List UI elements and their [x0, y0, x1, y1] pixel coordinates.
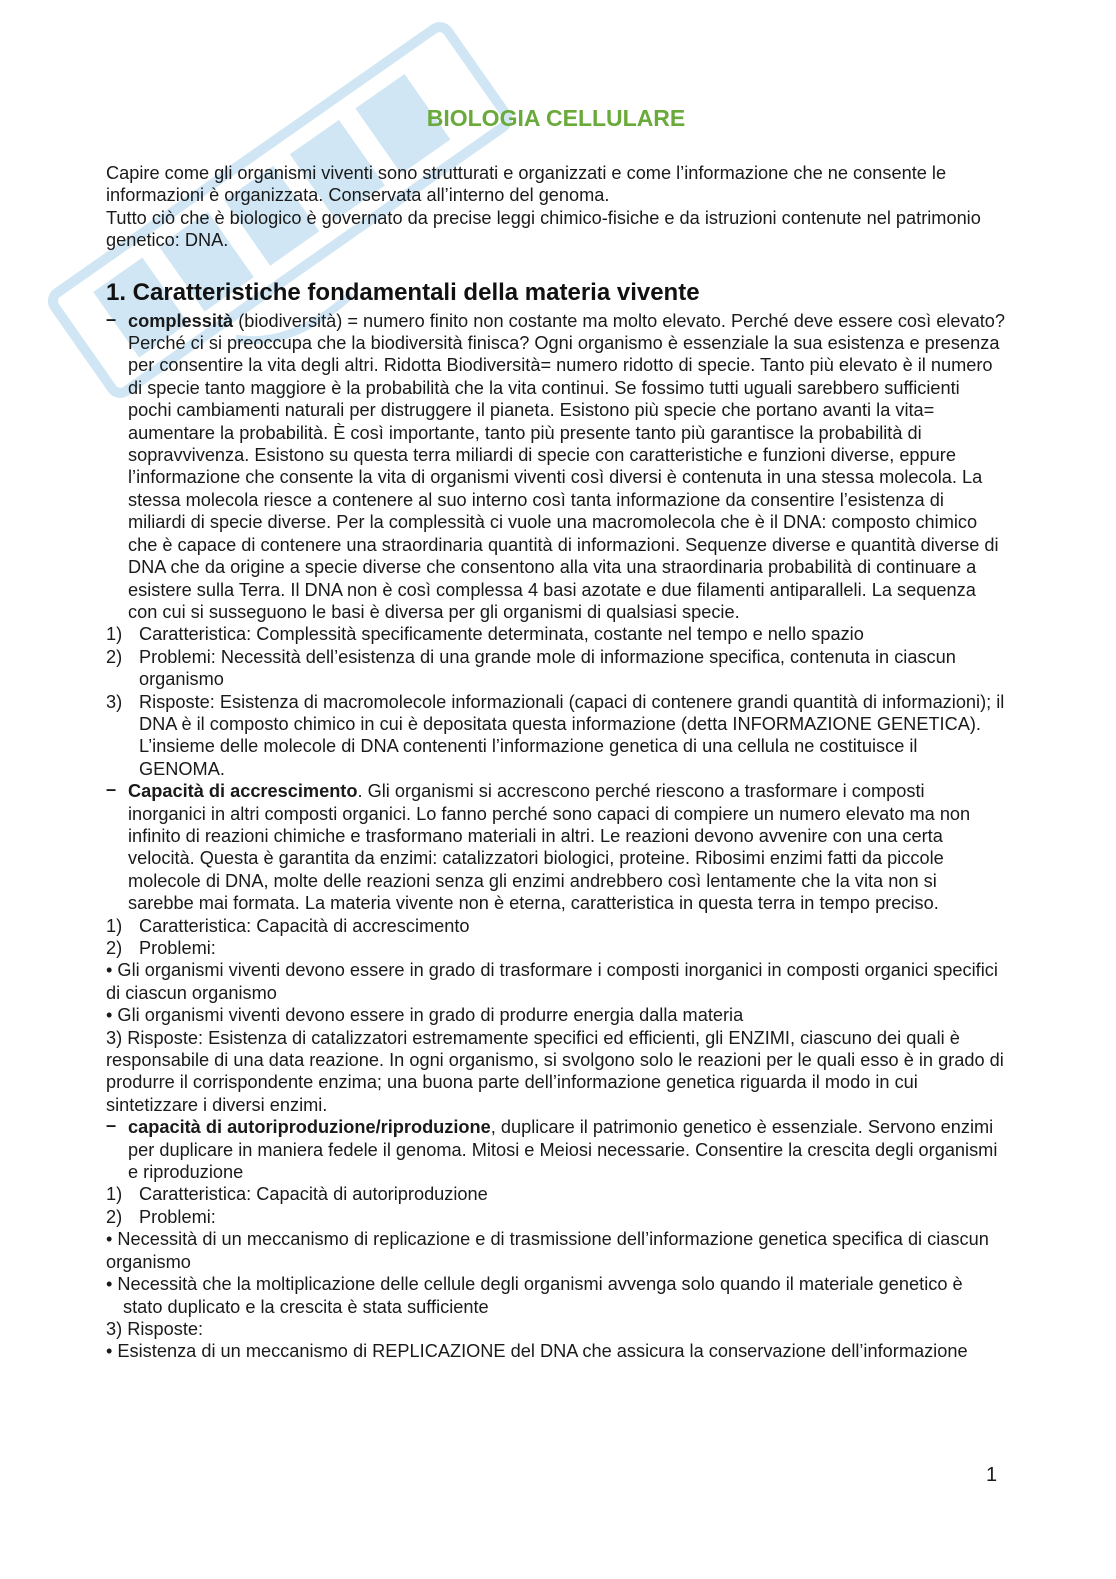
intro: [106, 162, 1006, 252]
bullet-item: • Esistenza di un meccanismo di REPLICAZIONE del DNA che assicura la conservazione dell’informazione: [106, 1341, 968, 1362]
answer-paragraph: 3) Risposte: Esistenza di catalizzatori estremamente specifici ed efficienti, gli ENZIMI, ciascuno dei quali è responsabile di una data reazione. In ogni organismo, si svolgono solo le reazioni per le quali esso è in grado di produrre il corrispondente enzima; una buona parte dell’informazione genetica riguarda il modo in cui sintetizzare i diversi enzimi.: [106, 1027, 1004, 1115]
bullet-item: • Gli organismi viventi devono essere in grado di trasformare i composti inorganici in composti organici specifici di ciascun organismo: [106, 960, 998, 1003]
item-text: , duplicare il patrimonio genetico è essenziale. Servono enzimi per duplicare in maniera fedele il genoma. Mitosi e Meiosi necessarie. Consentire la crescita degli organismi e riproduzione: [128, 1117, 998, 1183]
bullet-item: • Necessità di un meccanismo di replicazione e di trasmissione dell’informazione genetica specifica di ciascun organismo: [106, 1229, 989, 1272]
bullet-item: • Necessità che la moltiplicazione delle cellule degli organismi avvenga solo quando il materiale genetico è stato duplicato e la crescita è stata sufficiente: [106, 1274, 963, 1317]
section-heading: 1. Caratteristiche fondamentali della materia vivente: [106, 278, 700, 306]
item-complessita: [106, 310, 1006, 624]
document-title: BIOLOGIA CELLULARE: [426, 105, 686, 131]
numbered-point: 2) Problemi:: [106, 1206, 216, 1227]
item-text: . Gli organismi si accrescono perché riescono a trasformare i composti inorganici in altri composti organici. Lo fanno perché sono capaci di compiere un numero elevato ma non infinito di reazioni chimiche e trasformano materiali in altri. Le reazioni devono avvenire con una certa velocità. Questa è garantita da enzimi: catalizzatori biologici, proteine. Ribosimi enzimi fatti da piccole molecole di DNA, molte delle reazioni senza gli enzimi andrebbero così lentamente che la vita non si sarebbe mai formata. La materia vivente non è eterna, caratteristica in questa terra in tempo preciso.: [128, 781, 971, 914]
term: Capacità di accrescimento: [128, 781, 358, 802]
term: complessità: [128, 310, 234, 331]
numbered-point: 1) Caratteristica: Capacità di autoriproduzione: [106, 1184, 488, 1205]
numbered-point: 2) Problemi: Necessità dell’esistenza di una grande mole di informazione specifica, contenuta in ciascun organismo: [106, 646, 956, 690]
intro-paragraph: Capire come gli organismi viventi sono strutturati e organizzati e come l’informazione che ne consente le informazioni è organizzata. Conservata all’interno del genoma.: [106, 163, 947, 206]
bullet-item: • Gli organismi viventi devono essere in grado di produrre energia dalla materia: [106, 1005, 744, 1026]
item-text: (biodiversità) = numero finito non costante ma molto elevato. Perché deve essere così elevato? Perché ci si preoccupa che la biodiversità finisca? Ogni organismo è essenziale la sua esistenza e presenza per consentire la vita degli altri. Ridotta Biodiversità= numero ridotto di specie. Tanto più elevato è il numero di specie tanto maggiore è la probabilità che la vita continui. Se fossimo tutti uguali sarebbero sufficienti pochi cambiamenti naturali per distruggere il pianeta. Esistono più specie che portano avanti la vita= aumentare la probabilità. È così importante, tanto più presente tanto più garantisce la probabilità di sopravvivenza. Esistono su questa terra miliardi di specie con caratteristiche e funzioni diverse, eppure l’informazione che consente la vita di organismi viventi così diversi è contenuta in una stessa molecola. La stessa molecola riesce a contenere al suo interno così tanta informazione da consentire l’esistenza di miliardi di specie diverse. Per la complessità ci vuole una macromolecola che è il DNA: composto chimico che è capace di contenere una straordinaria quantità di informazioni. Sequenze diverse e quantità diverse di DNA che da origine a specie diverse che consentono alla vita una straordinaria probabilità di continuare a esistere sulla Terra. Il DNA non è così complessa 4 basi azotate e due filamenti antiparalleli. La sequenza con cui si susseguono le basi è diversa per gli organismi di qualsiasi specie.: [128, 310, 1006, 622]
numbered-point: 3) Risposte: Esistenza di macromolecole informazionali (capaci di contenere grandi quantità di informazioni); il DNA è il composto chimico in cui è depositata questa informazione (detta INFORMAZIONE GENETICA). L’insieme delle molecole di DNA contenenti l’informazione genetica di una cellula ne costituisce il GENOMA.: [106, 691, 1005, 779]
document-page: [106, 104, 1006, 1363]
item-accrescimento: [106, 780, 1006, 914]
numbered-point: 1) Caratteristica: Complessità specificamente determinata, costante nel tempo e nello spazio: [106, 624, 864, 645]
numbered-point: 1) Caratteristica: Capacità di accrescimento: [106, 915, 470, 936]
term: capacità di autoriproduzione/riproduzione: [128, 1117, 491, 1138]
page-number: 1: [986, 1464, 998, 1486]
answer-label: 3) Risposte:: [106, 1318, 204, 1339]
numbered-point: 2) Problemi:: [106, 938, 216, 958]
intro-paragraph: Tutto ciò che è biologico è governato da precise leggi chimico-fisiche e da istruzioni contenute nel patrimonio genetico: DNA.: [106, 207, 981, 251]
item-autoriproduzione: [106, 1116, 1006, 1183]
